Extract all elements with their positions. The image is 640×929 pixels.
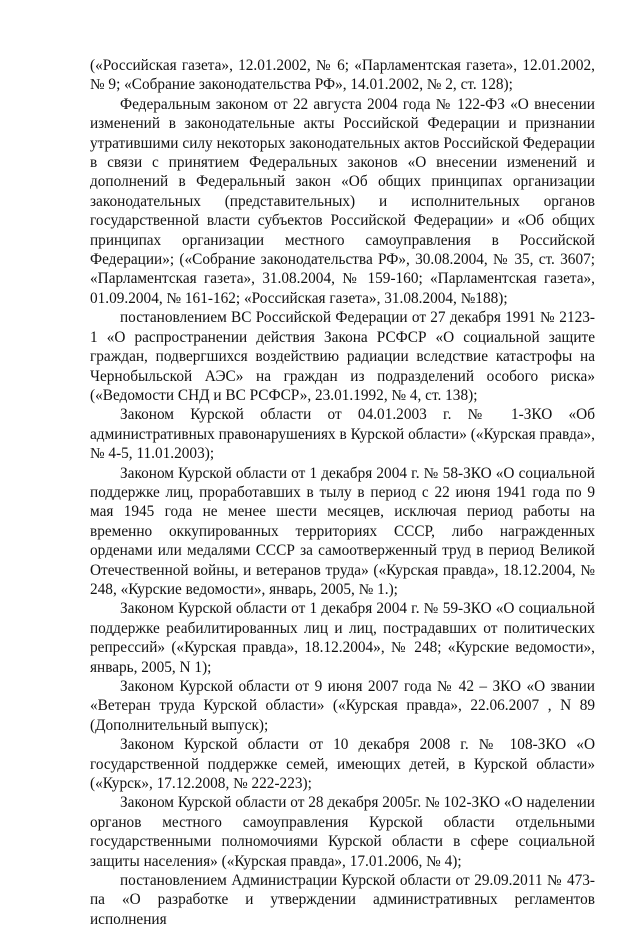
paragraph-law-59-zko: Законом Курской области от 1 декабря 2004 г. № 59-ЗКО «О социальной поддержке реабилитированных лиц и лиц, пострадавших от политических репрессий» («Курская правда», 18.12.2004», № 248; «Курские ведомости», январь, 2005, N 1); bbox=[90, 600, 595, 676]
paragraph-law-58-zko: Законом Курской области от 1 декабря 2004 г. № 58-ЗКО «О социальной поддержке лиц, проработавших в тылу в период с 22 июня 1941 года по 9 мая 1945 года не менее шести месяцев, исключая период работы на временно оккупированных территориях СССР, либо награжденных орденами или медалями СССР за самоотверженный труд в период Великой Отечественной войны, и ветеранов труда» («Курская правда», 18.12.2004, № 248, «Курские ведомости», январь, 2005, № 1.); bbox=[90, 464, 595, 598]
paragraph-law-1-zko: Законом Курской области от 04.01.2003 г. № 1-ЗКО «Об административных правонарушениях в Курской области» («Курская правда», № 4-5, 11.01.2003); bbox=[90, 406, 595, 463]
paragraph-law-108-zko: Законом Курской области от 10 декабря 2008 г. № 108-ЗКО «О государственной поддержке семей, имеющих детей, в Курской области» («Курск», 17.12.2008, № 222-223); bbox=[90, 736, 595, 793]
paragraph-law-102-zko: Законом Курской области от 28 декабря 2005г. № 102-ЗКО «О наделении органов местного самоуправления Курской области отдельными государственными полномочиями Курской области в сфере социальной защиты населения» («Курская правда», 17.01.2006, № 4); bbox=[90, 794, 595, 870]
paragraph-law-42-zko: Законом Курской области от 9 июня 2007 года № 42 – ЗКО «О звании «Ветеран труда Курской области» («Курская правда», 22.06.2007 , N 89 (Дополнительный выпуск); bbox=[90, 678, 595, 734]
paragraph-resolution-2123: постановлением ВС Российской Федерации от 27 декабря 1991 № 2123-1 «О распространении действия Закона РСФСР «О социальной защите граждан, подвергшихся воздействию радиации вследствие катастрофы на Чернобыльской АЭС» на граждан из подразделений особого риска» («Ведомости СНД и ВС РСФСР», 23.01.1992, № 4, ст. 138); bbox=[90, 309, 595, 404]
paragraph-source-citations: («Российская газета», 12.01.2002, № 6; «Парламентская газета», 12.01.2002, № 9; «Собрание законодательства РФ», 14.01.2002, № 2, ст. 128); bbox=[90, 57, 595, 94]
paragraph-resolution-473: постановлением Администрации Курской области от 29.09.2011 № 473-па «О разработке и утверждении административных регламентов исполнения bbox=[90, 872, 595, 928]
paragraph-federal-law-122: Федеральным законом от 22 августа 2004 года № 122-ФЗ «О внесении изменений в законодательные акты Российской Федерации и признании утратившими силу некоторых законодательных актов Российской Федерации в связи с принятием Федеральных законов «О внесении изменений и дополнений в Федеральный закон «Об общих принципах организации законодательных (представительных) и исполнительных органов государственной власти субъектов Российской Федерации» и «Об общих принципах организации местного самоуправления в Российской Федерации»; («Собрание законодательства РФ», 30.08.2004, № 35, ст. 3607; «Парламентская газета», 31.08.2004, № 159-160; «Парламентская газета», 01.09.2004, № 161-162; «Российская газета», 31.08.2004, №188); bbox=[90, 95, 595, 307]
document-body bbox=[90, 56, 595, 929]
